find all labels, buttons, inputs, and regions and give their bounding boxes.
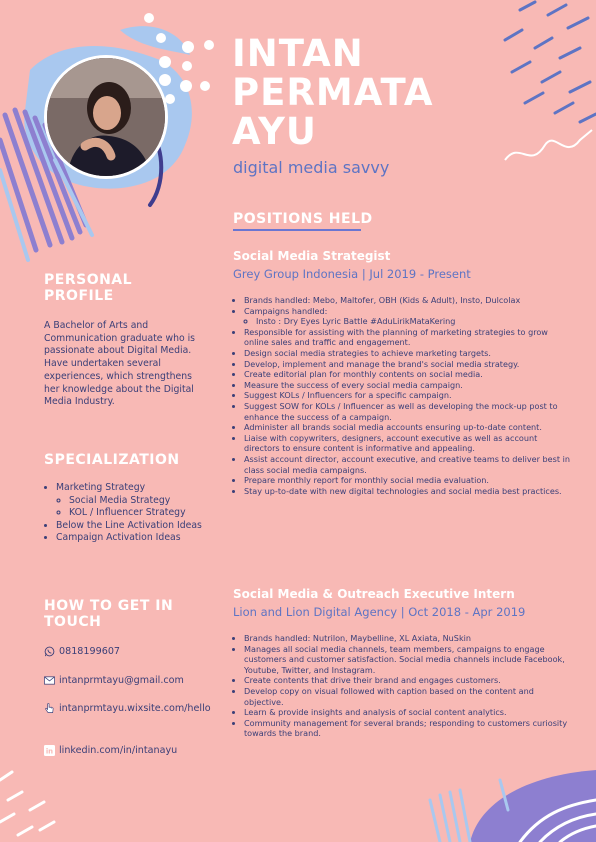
list-item: • Create editorial plan for monthly contents on social media. — [244, 369, 573, 380]
section-underline — [233, 229, 361, 231]
candidate-name — [232, 34, 572, 151]
list-item-text: Campaigns handled: — [244, 305, 328, 316]
name-line: AYU — [232, 110, 317, 153]
name-line: PERMATA — [232, 71, 434, 114]
list-sub-item: ◦ Insto : Dry Eyes Lyric Battle #AduLirikMataKering — [256, 316, 573, 327]
contact-phone[interactable] — [44, 645, 204, 658]
job-bullets — [233, 633, 573, 739]
job-company: Lion and Lion Digital Agency | Oct 2018 - Apr 2019 — [233, 605, 526, 619]
list-item: • Community management for several brands; responding to customers curiosity towards the brand. — [244, 718, 573, 739]
job-title: Social Media Strategist — [233, 249, 391, 263]
contact-title: HOW TO GET IN TOUCH — [44, 598, 174, 630]
mail-icon — [44, 675, 55, 686]
list-item: • Brands handled: Mebo, Maltofer, OBH (Kids & Adult), Insto, Dulcolax — [244, 295, 573, 306]
list-item: • Assist account director, account executive, and creative teams to deliver best in class social media campaigns. — [244, 454, 573, 475]
job-title: Social Media & Outreach Executive Intern — [233, 587, 515, 601]
list-item — [244, 306, 573, 327]
job-entry — [233, 249, 573, 496]
linkedin-icon — [44, 745, 55, 756]
list-sub-item: ◦ Social Media Strategy — [69, 495, 204, 508]
positions-title: POSITIONS HELD — [233, 211, 373, 227]
list-item: • Develop copy on visual followed with caption based on the content and objective. — [244, 686, 573, 707]
list-item: • Liaise with copywriters, designers, account executive as well as account directors to ensure content is informative and appealing. — [244, 433, 573, 454]
list-item: • Develop, implement and manage the brand's social media strategy. — [244, 359, 573, 370]
profile-photo — [44, 55, 168, 179]
tagline: digital media savvy — [233, 158, 390, 177]
list-item: • Learn & provide insights and analysis of social content analytics. — [244, 707, 573, 718]
specialization-title: SPECIALIZATION — [44, 452, 180, 468]
contact-email[interactable] — [44, 674, 204, 687]
phone-number: 0818199607 — [59, 646, 121, 657]
profile-text: A Bachelor of Arts and Communication graduate who is passionate about Digital Media. Have undertaken several experiences, which strengthens her knowledge about the Digital Media Industry. — [44, 320, 196, 408]
list-item: • Brands handled: Nutrilon, Maybelline, XL Axiata, NuSkin — [244, 633, 573, 644]
linkedin-url: linkedin.com/in/intanayu — [59, 745, 178, 756]
list-item: • Manages all social media channels, team members, campaigns to engage customers and customer satisfaction. Social media channels include Facebook, Youtube, Twitter, and Instagram. — [244, 644, 573, 676]
list-item: • Campaign Activation Ideas — [56, 532, 204, 545]
list-item: • Create contents that drive their brand and engages customers. — [244, 675, 573, 686]
list-item: • Stay up-to-date with new digital technologies and social media best practices. — [244, 486, 573, 497]
pointer-hand-icon — [44, 703, 55, 714]
name-line: INTAN — [232, 32, 364, 75]
website-url: intanprmtayu.wixsite.com/hello — [59, 703, 211, 714]
job-bullets — [233, 295, 573, 496]
contact-website[interactable] — [44, 702, 211, 715]
profile-title: PERSONAL PROFILE — [44, 272, 133, 304]
list-item: • Responsible for assisting with the planning of marketing strategies to grow online sales and traffic and engagement. — [244, 327, 573, 348]
contact-linkedin[interactable] — [44, 744, 204, 757]
list-item: • Suggest SOW for KOLs / Influencer as well as developing the mock-up post to enhance the success of a campaign. — [244, 401, 573, 422]
job-company: Grey Group Indonesia | Jul 2019 - Present — [233, 267, 471, 281]
list-item — [56, 482, 204, 520]
whatsapp-icon — [44, 646, 55, 657]
list-item: • Design social media strategies to achieve marketing targets. — [244, 348, 573, 359]
svg-text:in: in — [45, 747, 54, 756]
list-item: • Prepare monthly report for monthly social media evaluation. — [244, 475, 573, 486]
job-entry — [233, 587, 573, 739]
email-address: intanprmtayu@gmail.com — [59, 675, 184, 686]
specialization-list — [44, 482, 204, 545]
list-item: • Suggest KOLs / Influencers for a specific campaign. — [244, 390, 573, 401]
list-item-text: Marketing Strategy — [56, 482, 146, 493]
list-sub-item: ◦ KOL / Influencer Strategy — [69, 507, 204, 520]
list-item: • Administer all brands social media accounts ensuring up-to-date content. — [244, 422, 573, 433]
list-item: • Measure the success of every social media campaign. — [244, 380, 573, 391]
list-item: • Below the Line Activation Ideas — [56, 520, 204, 533]
